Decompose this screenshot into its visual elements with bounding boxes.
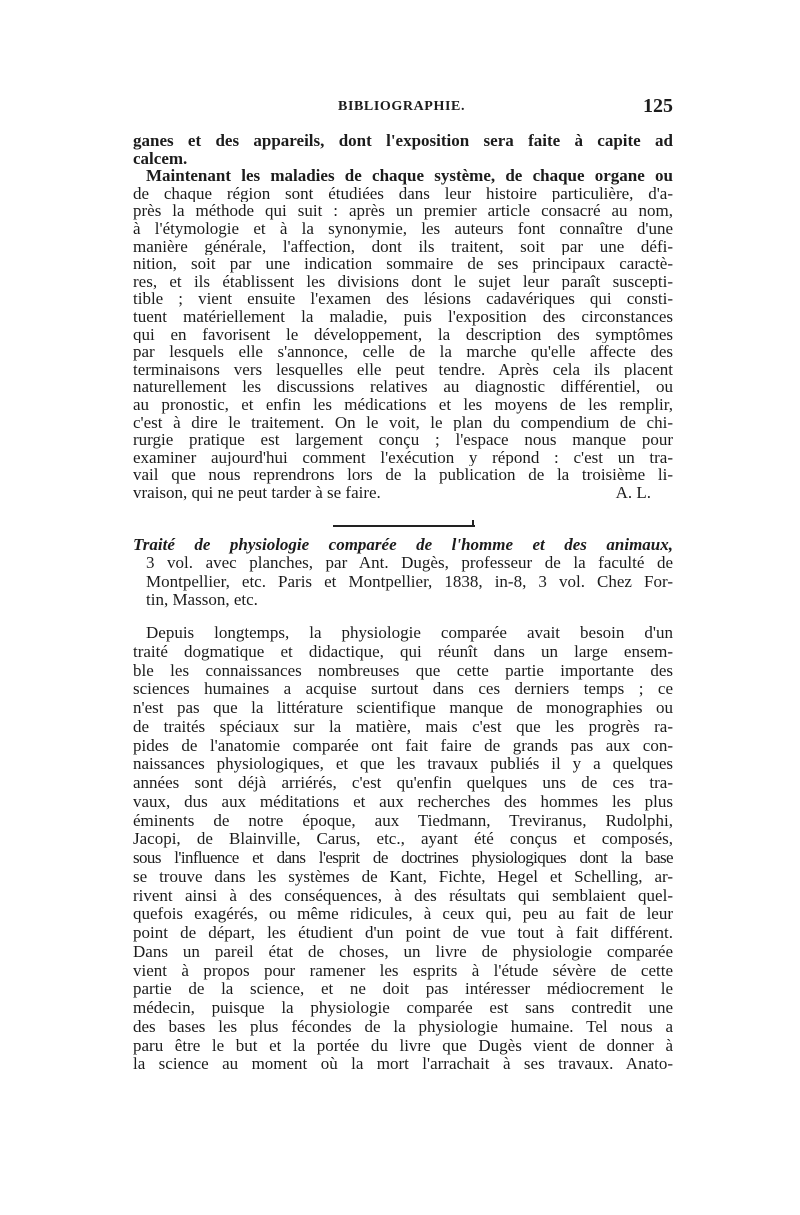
text-line: naissances physiologiques, et que les travaux publiés il y a quelques <box>133 755 673 774</box>
text-line: vaux, dus aux méditations et aux recherches des hommes les plus <box>133 792 673 811</box>
page-number: 125 <box>643 95 673 117</box>
text-line: de traités spéciaux sur la matière, mais c'est que les progrès ra- <box>133 717 673 736</box>
text-line: point de départ, les étudient d'un point de vue tout à fait différent. <box>133 924 673 942</box>
closing-line <box>133 484 673 502</box>
text-line: calcem. <box>133 149 188 168</box>
text-line: par lesquels elle s'annonce, celle de la marche qu'elle affecte des <box>133 343 673 361</box>
text-line: naturellement les discussions relatives au diagnostic différentiel, ou <box>133 378 673 396</box>
text-line: sous l'influence et dans l'esprit de doctrines physiologiques dont la base <box>133 849 673 867</box>
text-line: tuent matériellement la maladie, puis l'exposition des circonstances <box>133 307 673 326</box>
text-line: Montpellier, etc. Paris et Montpellier, 1838, in-8, 3 vol. Chez For- <box>146 572 673 591</box>
section-divider <box>333 525 475 527</box>
text-line: tin, Masson, etc. <box>146 590 258 609</box>
text-line: Jacopi, de Blainville, Carus, etc., ayant été conçus et composés, <box>133 830 673 849</box>
text-line: nition, soit par une indication sommaire de ses principaux caractè- <box>133 255 673 273</box>
text-line: n'est pas que la littérature scientifique manque de monographies ou <box>133 699 673 717</box>
text-line: pides de l'anatomie comparée ont fait faire de grands pas aux con- <box>133 736 673 755</box>
text-line: qui en favorisent le développement, la description des symptômes <box>133 325 673 344</box>
text-line: Depuis longtemps, la physiologie comparée avait besoin d'un <box>146 624 673 642</box>
text-line: sciences humaines a acquise surtout dans ces derniers temps ; ce <box>133 680 673 699</box>
text-line: res, et ils établissent les divisions dont le sujet leur paraît suscepti- <box>133 272 673 291</box>
text-line: de chaque région sont étudiées dans leur histoire particulière, d'a- <box>133 184 673 203</box>
text-line: années sont déjà arriérés, c'est qu'enfin quelques uns de ces tra- <box>133 774 673 792</box>
text-line: rivent ainsi à des conséquences, à des résultats qui semblaient quel- <box>133 886 673 905</box>
text-line: ble les connaissances nombreuses que cette partie importante des <box>133 661 673 680</box>
text-line: la science au moment où la mort l'arrachait à ses travaux. Anato- <box>133 1055 673 1074</box>
review-body <box>133 624 673 1074</box>
text-line: vail que nous reprendrons lors de la publication de la troisième li- <box>133 466 673 484</box>
text-line: se trouve dans les systèmes de Kant, Fichte, Hegel et Schelling, ar- <box>133 867 673 886</box>
running-title: BIBLIOGRAPHIE. <box>338 99 466 114</box>
text-line: éminents de notre époque, aux Tiedmann, Treviranus, Rudolphi, <box>133 811 673 830</box>
text-line: manière générale, l'affection, dont ils traitent, soit par une défi- <box>133 237 673 256</box>
text-line: partie de la science, et ne doit pas intéresser médiocrement le <box>133 980 673 999</box>
text-line: tible ; vient ensuite l'examen des lésions cadavériques qui consti- <box>133 290 673 308</box>
text-line: traité dogmatique et didactique, qui réunît dans un large ensem- <box>133 642 673 661</box>
author-signature: A. L. <box>615 483 651 502</box>
page-header <box>133 97 673 123</box>
text-line: médecin, puisque la physiologie comparée est sans contredit une <box>133 999 673 1017</box>
text-line: à l'étymologie et à la synonymie, les auteurs font connaître d'une <box>133 219 673 238</box>
review-heading <box>133 536 673 609</box>
text-line: Dans un pareil état de choses, un livre de physiologie comparée <box>133 942 673 961</box>
text-line: vient à propos pour ramener les esprits à l'étude sévère de cette <box>133 961 673 980</box>
text-line: près la méthode qui suit : après un premier article consacré au nom, <box>133 202 673 220</box>
divider-tick <box>466 520 474 525</box>
text-line: examiner aujourd'hui comment l'exécution y répond : c'est un tra- <box>133 448 673 467</box>
text-line: Maintenant les maladies de chaque système, de chaque organe ou <box>146 167 673 185</box>
text-line: quefois exagérés, ou même ridicules, à ceux qui, peu au fait de leur <box>133 905 673 924</box>
text-line: terminaisons vers lesquelles elle peut tendre. Après cela ils placent <box>133 360 673 379</box>
text-line: rurgie pratique est largement conçu ; l'espace nous manque pour <box>133 431 673 449</box>
text-line: paru être le but et la portée du livre que Dugès vient de donner à <box>133 1036 673 1055</box>
text-line: c'est à dire le traitement. On le voit, le plan du compendium de chi- <box>133 413 673 432</box>
closing-text: vraison, qui ne peut tarder à se faire. <box>133 483 381 502</box>
text-line: ganes et des appareils, dont l'exposition sera faite à capite ad <box>133 132 673 150</box>
review-continuation <box>133 132 673 501</box>
text-line: des bases les plus fécondes de la physiologie humaine. Tel nous a <box>133 1017 673 1036</box>
book-title: Traité de physiologie comparée de l'homme et des animaux, <box>133 536 673 554</box>
text-line: 3 vol. avec planches, par Ant. Dugès, professeur de la faculté de <box>146 554 673 573</box>
text-line: au pronostic, et enfin les médications et les moyens de les remplir, <box>133 395 673 414</box>
